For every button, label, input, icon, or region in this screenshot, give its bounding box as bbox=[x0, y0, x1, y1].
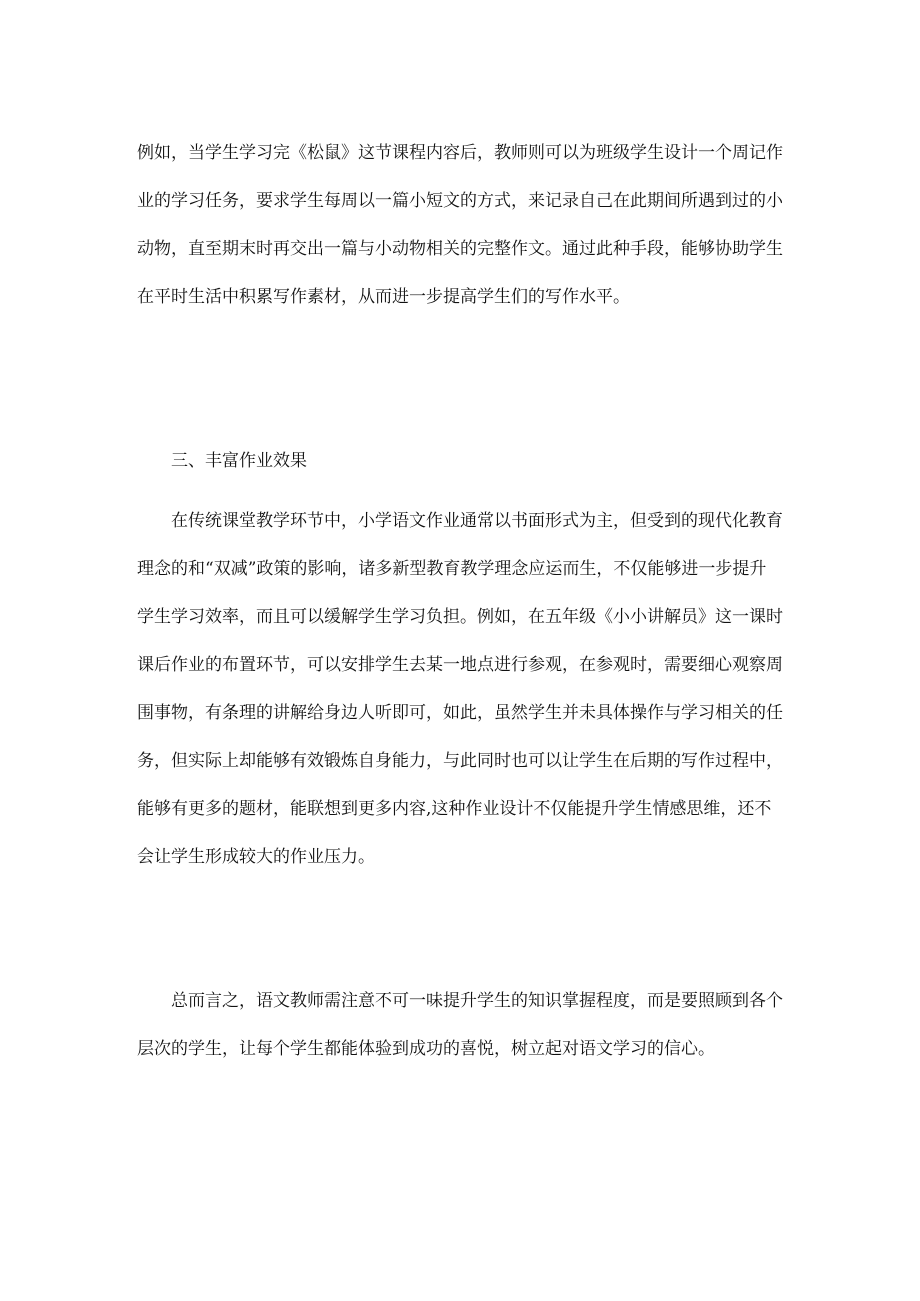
section-heading bbox=[137, 437, 831, 485]
paragraph-intro bbox=[137, 129, 797, 321]
paragraph-line: 例如，当学生学习完《松鼠》这节课程内容后，教师则可以为班级学生设计一个周记作 bbox=[137, 143, 783, 163]
paragraph-line: 会让学生形成较大的作业压力。 bbox=[137, 847, 375, 867]
paragraph-line: 在平时生活中积累写作素材，从而进一步提高学生们的写作水平。 bbox=[137, 287, 630, 307]
paragraph-line: 学生学习效率，而且可以缓解学生学习负担。例如，在五年级《小小讲解员》这一课时 bbox=[137, 607, 783, 627]
paragraph-line: 能够有更多的题材，能联想到更多内容,这种作业设计不仅能提升学生情感思维，还不 bbox=[137, 799, 772, 819]
paragraph-line: 理念的和“双减”政策的影响，诸多新型教育教学理念应运而生，不仅能够进一步提升 bbox=[137, 559, 767, 579]
paragraph-conclusion bbox=[137, 977, 797, 1073]
paragraph-line: 层次的学生，让每个学生都能体验到成功的喜悦，树立起对语文学习的信心。 bbox=[137, 1039, 715, 1059]
paragraph-line: 动物，直至期末时再交出一篇与小动物相关的完整作文。通过此种手段，能够协助学生 bbox=[137, 239, 783, 259]
paragraph-line: 业的学习任务，要求学生每周以一篇小短文的方式，来记录自己在此期间所遇到过的小 bbox=[137, 191, 783, 211]
section-heading-text: 三、丰富作业效果 bbox=[171, 451, 307, 471]
paragraph-line: 总而言之，语文教师需注意不可一味提升学生的知识掌握程度，而是要照顾到各个 bbox=[171, 991, 783, 1011]
paragraph-traditional bbox=[137, 497, 797, 881]
paragraph-line: 在传统课堂教学环节中，小学语文作业通常以书面形式为主，但受到的现代化教育 bbox=[171, 511, 783, 531]
paragraph-line: 务，但实际上却能够有效锻炼自身能力，与此同时也可以让学生在后期的写作过程中， bbox=[137, 751, 783, 771]
paragraph-line: 课后作业的布置环节，可以安排学生去某一地点进行参观，在参观时，需要细心观察周 bbox=[137, 655, 783, 675]
paragraph-line: 围事物，有条理的讲解给身边人听即可，如此，虽然学生并未具体操作与学习相关的任 bbox=[137, 703, 783, 723]
